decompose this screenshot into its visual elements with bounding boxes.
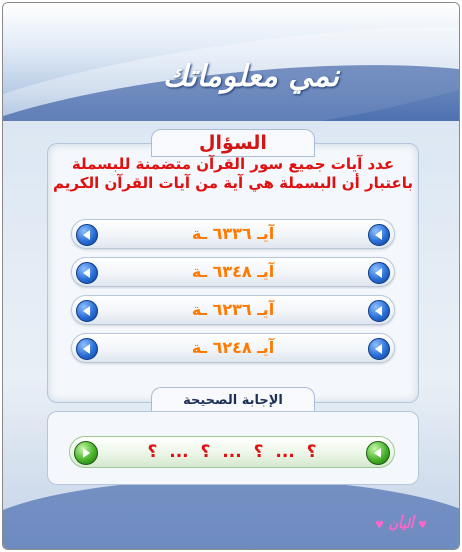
answer-label: آيـ ٦٢٣٦ ـة	[191, 300, 275, 319]
play-left-icon[interactable]	[76, 224, 98, 246]
play-left-icon[interactable]	[76, 338, 98, 360]
question-text	[13, 155, 453, 193]
answer-option-4[interactable]	[71, 333, 395, 363]
logo-text: نمي معلوماتك	[163, 59, 339, 94]
bottom-wave	[2, 479, 460, 550]
play-left-icon[interactable]	[76, 262, 98, 284]
answer-option-2[interactable]	[71, 257, 395, 287]
question-heading: السؤال	[199, 132, 267, 154]
signature-text: أليأن	[388, 517, 414, 532]
correct-answer-value: ؟ ... ؟ ... ؟ ... ؟	[147, 442, 317, 462]
question-heading-tab	[151, 129, 315, 157]
answer-option-3[interactable]	[71, 295, 395, 325]
answer-option-1[interactable]	[71, 219, 395, 249]
correct-answer-heading: الإجابة الصحيحة	[183, 393, 283, 408]
question-line-2: باعتبار أن البسملة هي آية من آيات القرآن الكريم	[53, 174, 413, 192]
play-right-icon[interactable]	[368, 262, 390, 284]
answer-label: آيـ ٦٢٤٨ ـة	[191, 338, 275, 357]
play-right-icon[interactable]	[368, 300, 390, 322]
correct-answer-bar[interactable]	[69, 436, 395, 468]
quiz-frame	[2, 2, 460, 550]
heart-icon: ♥	[418, 520, 427, 531]
heart-icon: ♥	[374, 520, 384, 531]
answer-label: آيـ ٦٣٤٨ ـة	[191, 262, 275, 281]
play-right-icon[interactable]	[368, 338, 390, 360]
answer-label: آيـ ٦٣٣٦ ـة	[191, 224, 275, 243]
reveal-left-icon[interactable]	[74, 441, 98, 465]
question-line-1: عدد آيات جميع سور القرآن متضمنة للبسملة	[71, 155, 395, 173]
correct-answer-heading-tab	[151, 387, 315, 414]
reveal-right-icon[interactable]	[366, 441, 390, 465]
play-left-icon[interactable]	[76, 300, 98, 322]
signature	[375, 517, 427, 532]
play-right-icon[interactable]	[368, 224, 390, 246]
header-banner	[3, 3, 459, 128]
